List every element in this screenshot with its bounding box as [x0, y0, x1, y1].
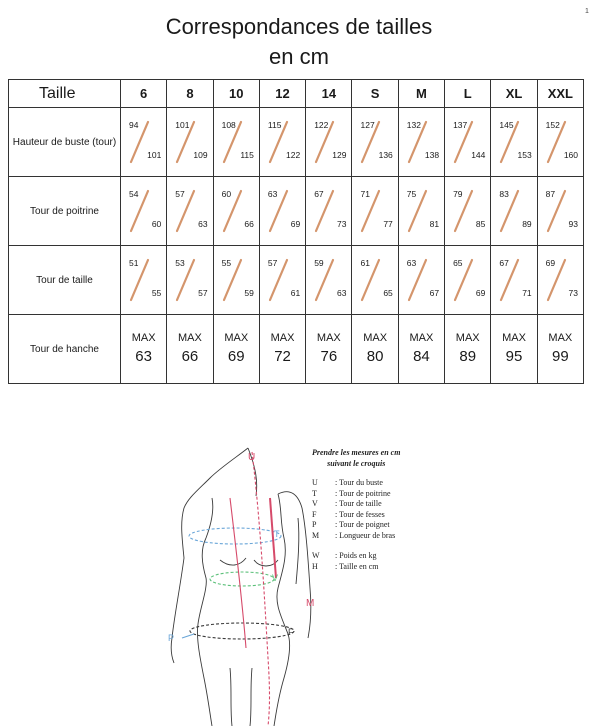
range-min: 145	[499, 120, 514, 130]
max-cell	[167, 315, 213, 384]
range-slash	[399, 177, 445, 245]
legend-row	[312, 551, 400, 562]
range-slash	[445, 177, 491, 245]
size-header: XL	[491, 80, 537, 108]
range-slash	[214, 177, 260, 245]
legend-key: F	[312, 509, 317, 519]
range-slash	[445, 108, 491, 176]
range-max: 122	[286, 150, 301, 160]
hanche-row	[9, 315, 584, 384]
max-value: 63	[135, 347, 152, 365]
range-slash	[538, 246, 584, 314]
range-cell	[491, 246, 537, 315]
range-max: 85	[475, 219, 486, 229]
range-max: 109	[193, 150, 208, 160]
range-min: 75	[406, 189, 417, 199]
legend-heading-line2: suivant le croquis	[327, 458, 386, 468]
range-slash	[399, 246, 445, 314]
legend-row	[312, 489, 400, 500]
range-slash	[214, 246, 260, 314]
size-header: XXL	[537, 80, 583, 108]
range-cell	[306, 108, 352, 177]
range-cell	[213, 177, 259, 246]
range-max: 55	[151, 288, 162, 298]
range-cell	[121, 246, 167, 315]
body-outline	[171, 448, 311, 726]
range-min: 108	[221, 120, 236, 130]
legend-text: : Tour de poitrine	[335, 488, 391, 498]
page-title: Correspondances de tailles	[165, 14, 433, 39]
range-min: 51	[129, 258, 139, 268]
size-header: S	[352, 80, 398, 108]
max-cell	[213, 315, 259, 384]
measure-row	[9, 246, 584, 315]
range-slash	[538, 177, 584, 245]
range-cell	[352, 177, 398, 246]
range-cell	[167, 246, 213, 315]
range-slash	[491, 177, 537, 245]
range-max: 60	[151, 219, 162, 229]
max-label: MAX	[178, 331, 202, 344]
range-slash	[260, 177, 306, 245]
range-max: 73	[568, 288, 578, 298]
range-min: 137	[453, 120, 468, 130]
range-cell	[259, 108, 305, 177]
range-slash	[214, 108, 260, 176]
range-slash	[399, 108, 445, 176]
range-max: 144	[471, 150, 486, 160]
range-min: 71	[360, 189, 370, 199]
max-cell	[352, 315, 398, 384]
row-label: Tour de hanche	[9, 315, 121, 384]
range-slash	[306, 177, 352, 245]
max-label: MAX	[455, 331, 480, 344]
range-min: 65	[453, 258, 463, 268]
range-slash	[167, 246, 213, 314]
label-m: M	[306, 598, 315, 609]
legend-text: : Poids en kg	[335, 551, 377, 560]
range-cell	[259, 246, 305, 315]
range-max: 93	[568, 219, 578, 229]
legend-key: T	[312, 488, 317, 498]
max-value: 84	[413, 347, 430, 365]
size-header: 14	[306, 80, 352, 108]
corner-mark: 1	[585, 8, 589, 15]
range-min: 67	[314, 189, 324, 199]
range-cell	[445, 108, 491, 177]
range-slash	[491, 246, 537, 314]
range-slash	[260, 246, 306, 314]
range-min: 63	[406, 258, 417, 268]
row-label: Tour de poitrine	[9, 177, 121, 246]
range-min: 53	[175, 258, 185, 268]
max-label: MAX	[224, 331, 249, 344]
range-min: 79	[453, 189, 463, 199]
range-cell	[445, 177, 491, 246]
max-label: MAX	[409, 331, 434, 344]
max-value: 72	[274, 347, 291, 365]
range-cell	[167, 177, 213, 246]
max-cell	[306, 315, 352, 384]
range-min: 132	[406, 120, 421, 130]
range-slash	[352, 108, 398, 176]
range-max: 138	[424, 150, 440, 160]
range-min: 54	[129, 189, 139, 199]
legend-text: : Tour du buste	[335, 478, 383, 487]
range-cell	[398, 108, 444, 177]
page-subtitle: en cm	[269, 44, 329, 69]
range-cell	[306, 246, 352, 315]
max-value: 66	[181, 347, 199, 365]
max-value: 95	[505, 347, 523, 365]
range-min: 152	[545, 120, 560, 130]
range-cell	[537, 246, 583, 315]
max-cell	[445, 315, 491, 384]
label-f: F	[288, 627, 294, 637]
legend-heading-line1: Prendre les mesures en cm	[312, 448, 401, 457]
legend-key: U	[312, 478, 318, 487]
range-max: 136	[378, 150, 393, 160]
legend-row	[312, 499, 400, 510]
range-cell	[445, 246, 491, 315]
legend-text: : Tour de taille	[335, 499, 382, 508]
range-max: 61	[290, 288, 301, 298]
range-min: 69	[545, 258, 556, 268]
range-max: 89	[522, 219, 532, 229]
range-cell	[398, 246, 444, 315]
legend-row	[312, 562, 400, 573]
range-max: 81	[429, 219, 440, 229]
size-header: 8	[167, 80, 213, 108]
range-max: 57	[198, 288, 208, 298]
range-cell	[352, 246, 398, 315]
range-slash	[538, 108, 584, 176]
range-max: 71	[522, 288, 532, 298]
size-header: 6	[121, 80, 167, 108]
range-slash	[167, 108, 213, 176]
range-min: 57	[267, 258, 278, 268]
max-label: MAX	[548, 331, 573, 344]
legend-key: M	[312, 530, 320, 540]
range-min: 115	[267, 120, 282, 130]
size-header: M	[398, 80, 444, 108]
range-cell	[213, 108, 259, 177]
range-slash	[167, 177, 213, 245]
label-v: V	[272, 573, 279, 583]
range-slash	[121, 177, 167, 245]
legend-text: : Longueur de bras	[335, 530, 396, 540]
legend-key: H	[312, 561, 318, 571]
max-cell	[491, 315, 537, 384]
max-label: MAX	[316, 331, 341, 344]
label-u: U	[248, 452, 256, 463]
row-label: Tour de taille	[9, 246, 121, 315]
range-max: 129	[332, 150, 347, 160]
max-cell	[537, 315, 583, 384]
size-header: 12	[259, 80, 305, 108]
max-value: 76	[320, 347, 338, 365]
range-min: 87	[545, 189, 556, 199]
legend-key: P	[312, 520, 317, 529]
range-max: 66	[244, 219, 254, 229]
range-max: 73	[337, 219, 347, 229]
range-cell	[398, 177, 444, 246]
measurement-legend	[312, 448, 400, 572]
range-min: 59	[314, 258, 324, 268]
label-t: T	[274, 529, 280, 539]
max-label: MAX	[502, 331, 526, 344]
size-header: L	[445, 80, 491, 108]
legend-text: : Tour de fesses	[335, 509, 385, 519]
range-min: 127	[360, 120, 375, 130]
range-slash	[491, 108, 537, 176]
range-cell	[491, 108, 537, 177]
range-cell	[259, 177, 305, 246]
range-min: 101	[175, 120, 190, 130]
range-slash	[306, 246, 352, 314]
range-slash	[352, 246, 398, 314]
legend-text: : Taille en cm	[335, 561, 379, 571]
range-slash	[121, 108, 167, 176]
max-label: MAX	[270, 331, 295, 344]
max-value: 80	[366, 347, 384, 365]
legend-key: W	[312, 551, 320, 560]
range-max: 69	[475, 288, 486, 298]
legend-text: : Tour de poignet	[335, 520, 390, 529]
max-cell	[121, 315, 167, 384]
legend-row	[312, 478, 400, 489]
range-slash	[445, 246, 491, 314]
range-cell	[537, 177, 583, 246]
range-min: 57	[175, 189, 185, 199]
range-slash	[260, 108, 306, 176]
range-min: 60	[221, 189, 232, 199]
range-max: 115	[240, 150, 254, 160]
range-cell	[213, 246, 259, 315]
range-min: 67	[499, 258, 509, 268]
legend-row	[312, 510, 400, 521]
range-min: 122	[314, 120, 329, 130]
range-min: 63	[267, 189, 278, 199]
range-max: 67	[429, 288, 440, 298]
legend-row	[312, 531, 400, 542]
range-cell	[121, 177, 167, 246]
range-max: 101	[147, 150, 162, 160]
max-value: 89	[459, 347, 477, 365]
range-max: 153	[517, 150, 532, 160]
legend-key: V	[312, 499, 318, 508]
range-slash	[352, 177, 398, 245]
max-value: 69	[227, 347, 245, 365]
max-label: MAX	[363, 331, 388, 344]
range-max: 59	[244, 288, 254, 298]
label-p: P	[168, 633, 175, 643]
max-cell	[259, 315, 305, 384]
max-cell	[398, 315, 444, 384]
range-slash	[121, 246, 167, 314]
range-min: 94	[129, 120, 139, 130]
row-label: Hauteur de buste (tour)	[9, 108, 121, 177]
range-cell	[537, 108, 583, 177]
header-label: Taille	[9, 80, 121, 108]
size-header: 10	[213, 80, 259, 108]
max-value: 99	[551, 347, 569, 365]
range-cell	[491, 177, 537, 246]
measure-row	[9, 177, 584, 246]
range-max: 77	[383, 219, 393, 229]
range-min: 61	[360, 258, 370, 268]
range-slash	[306, 108, 352, 176]
range-cell	[306, 177, 352, 246]
measure-row	[9, 108, 584, 177]
legend-row	[312, 520, 400, 531]
size-table	[8, 79, 584, 384]
legend-heading	[312, 448, 400, 469]
range-cell	[121, 108, 167, 177]
header-row	[9, 80, 584, 108]
range-max: 63	[198, 219, 208, 229]
range-max: 160	[563, 150, 578, 160]
range-max: 69	[290, 219, 301, 229]
range-min: 83	[499, 189, 509, 199]
range-min: 55	[221, 258, 232, 268]
range-cell	[352, 108, 398, 177]
range-max: 63	[337, 288, 347, 298]
range-cell	[167, 108, 213, 177]
max-label: MAX	[131, 331, 156, 344]
range-max: 65	[383, 288, 393, 298]
